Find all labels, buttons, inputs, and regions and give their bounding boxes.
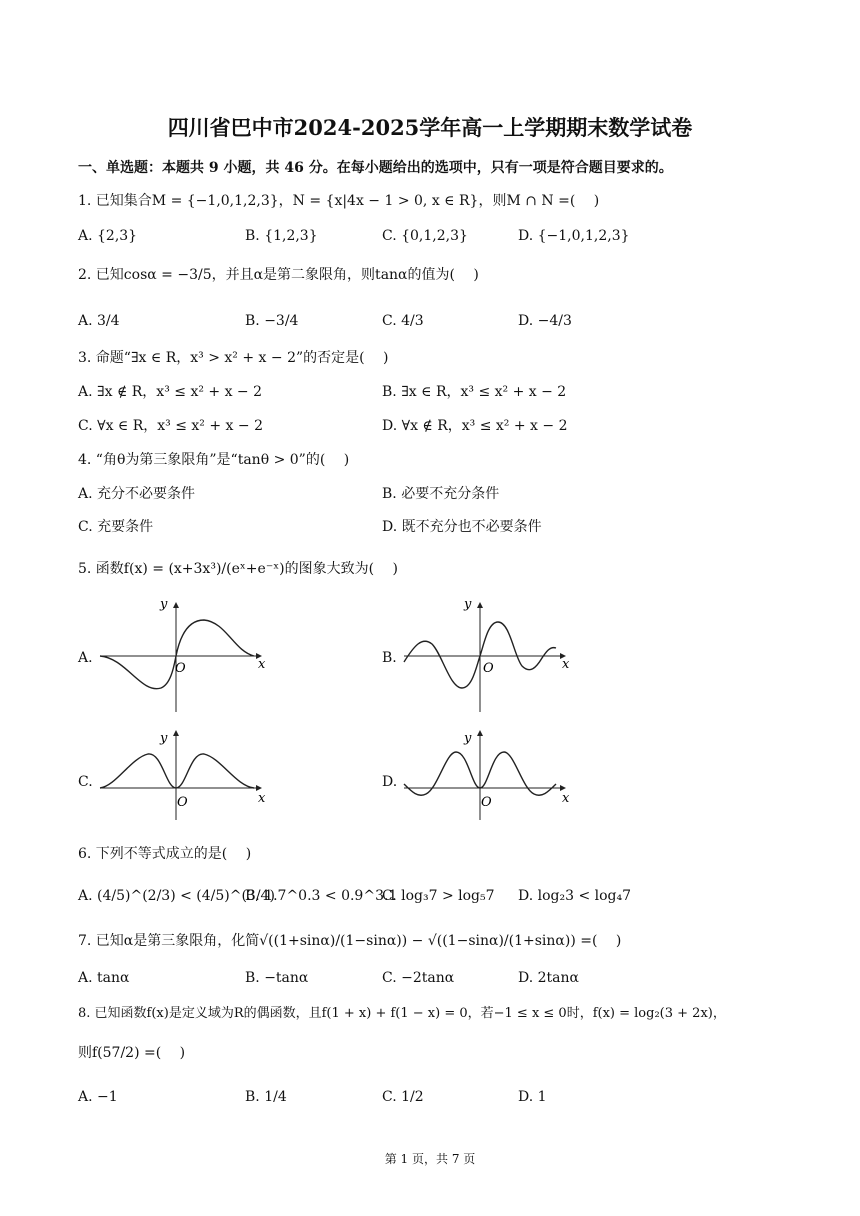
question-1-option-c: C. {0,1,2,3} [382, 228, 468, 244]
question-8-option-b: B. 1/4 [245, 1089, 287, 1105]
question-2-option-c: C. 4/3 [382, 313, 424, 329]
axis-x-label: x [258, 657, 266, 672]
graph-option-a [96, 596, 276, 714]
question-7-option-d: D. 2tanα [518, 970, 579, 986]
question-6-option-d: D. log₂3 < log₄7 [518, 888, 632, 904]
question-5-option-b: B. [382, 650, 397, 666]
question-3-option-b: B. ∃x ∈ R，x³ ≤ x² + x − 2 [382, 384, 567, 400]
axis-x-label: x [562, 791, 570, 806]
origin-label: O [481, 795, 492, 810]
question-8-option-d: D. 1 [518, 1089, 547, 1105]
axis-x-label: x [258, 791, 266, 806]
question-1-option-b: B. {1,2,3} [245, 228, 318, 244]
question-7-option-c: C. −2tanα [382, 970, 455, 986]
axis-x-label: x [562, 657, 570, 672]
question-7-stem: 7. 已知α是第三象限角，化简√((1+sinα)/(1−sinα)) − √((1−sinα)/(1+sinα)) =( ) [78, 933, 622, 949]
question-4-stem: 4. “角θ为第三象限角”是“tanθ > 0”的( ) [78, 452, 350, 468]
question-5-option-d: D. [382, 774, 398, 790]
question-4-option-b: B. 必要不充分条件 [382, 486, 500, 502]
question-4-option-d: D. 既不充分也不必要条件 [382, 519, 542, 535]
question-2-stem: 2. 已知cosα = −3/5，并且α是第二象限角，则tanα的值为( ) [78, 267, 479, 283]
question-5-option-c: C. [78, 774, 93, 790]
question-5-option-a: A. [78, 650, 93, 666]
axis-y-label: y [464, 731, 472, 746]
question-1-option-a: A. {2,3} [78, 228, 138, 244]
question-8-option-c: C. 1/2 [382, 1089, 424, 1105]
question-7-option-b: B. −tanα [245, 970, 309, 986]
axis-y-label: y [160, 731, 168, 746]
section-heading: 一、单选题：本题共 9 小题，共 46 分。在每小题给出的选项中，只有一项是符合题目要求的。 [78, 160, 673, 176]
origin-label: O [175, 661, 186, 676]
graph-option-b [400, 596, 580, 714]
question-3-option-c: C. ∀x ∈ R，x³ ≤ x² + x − 2 [78, 418, 263, 434]
question-6-option-b: B. 1.7^0.3 < 0.9^3.1 [245, 888, 398, 904]
question-2-option-b: B. −3/4 [245, 313, 299, 329]
question-8-stem-continued: 则f(57/2) =( ) [78, 1045, 186, 1061]
question-4-option-a: A. 充分不必要条件 [78, 486, 196, 502]
question-8-option-a: A. −1 [78, 1089, 118, 1105]
question-6-stem: 6. 下列不等式成立的是( ) [78, 846, 252, 862]
question-1-stem: 1. 已知集合M = {−1,0,1,2,3}，N = {x|4x − 1 > 0, x ∈ R}，则M ∩ N =( ) [78, 193, 600, 209]
question-1-option-d: D. {−1,0,1,2,3} [518, 228, 630, 244]
question-3-option-d: D. ∀x ∉ R，x³ ≤ x² + x − 2 [382, 418, 568, 434]
question-8-stem: 8. 已知函数f(x)是定义域为R的偶函数，且f(1 + x) + f(1 − x) = 0，若−1 ≤ x ≤ 0时，f(x) = log₂(3 + 2x)， [78, 1006, 726, 1021]
question-3-option-a: A. ∃x ∉ R，x³ ≤ x² + x − 2 [78, 384, 263, 400]
page-footer: 第 1 页，共 7 页 [384, 1152, 476, 1166]
axis-y-label: y [160, 597, 168, 612]
origin-label: O [177, 795, 188, 810]
question-4-option-c: C. 充要条件 [78, 519, 154, 535]
graph-option-c [96, 722, 276, 822]
question-2-option-a: A. 3/4 [78, 313, 120, 329]
axis-y-label: y [464, 597, 472, 612]
question-3-stem: 3. 命题“∃x ∈ R，x³ > x² + x − 2”的否定是( ) [78, 350, 389, 366]
origin-label: O [483, 661, 494, 676]
page-title: 四川省巴中市2024-2025学年高一上学期期末数学试卷 [167, 115, 693, 140]
question-5-stem: 5. 函数f(x) = (x+3x³)/(eˣ+e⁻ˣ)的图象大致为( ) [78, 561, 398, 577]
question-6-option-a: A. (4/5)^(2/3) < (4/5)^(3/4) [78, 888, 275, 904]
question-7-option-a: A. tanα [78, 970, 130, 986]
graph-option-d [400, 722, 580, 822]
question-6-option-c: C. log₃7 > log₅7 [382, 888, 495, 904]
question-2-option-d: D. −4/3 [518, 313, 572, 329]
